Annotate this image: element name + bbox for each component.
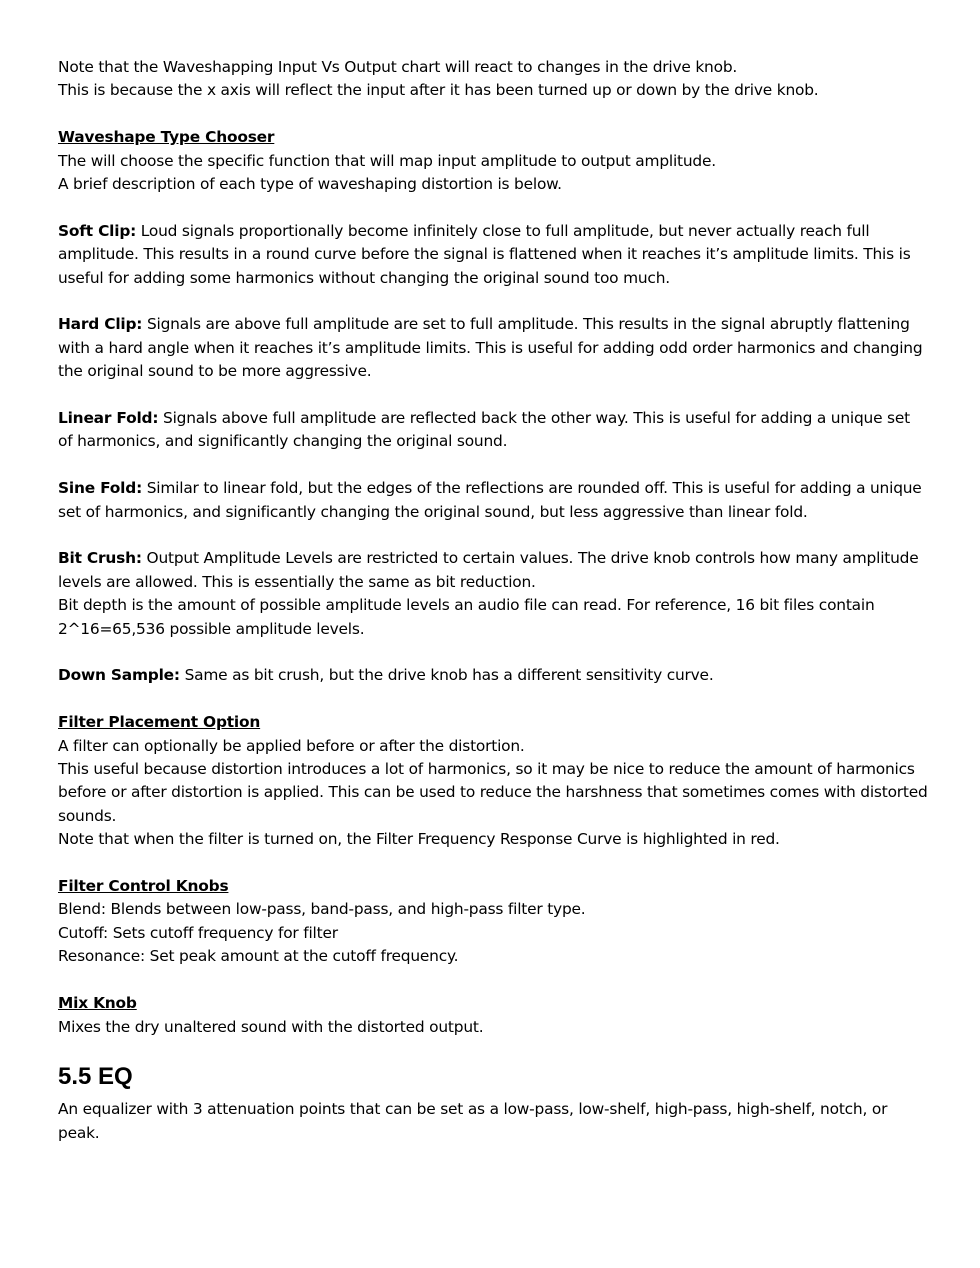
waveshape-chooser-line-2: A brief description of each type of waveshaping distortion is below. — [58, 175, 562, 194]
filter-placement-paragraph — [58, 711, 928, 851]
soft-clip-description: Loud signals proportionally become infinitely close to full amplitude, but never actually reach full amplitude. This results in a round curve before the signal is flattened when it reaches it’s amplitude limits. This is useful for adding some harmonics without changing the original sound too much. — [58, 221, 911, 287]
sine-fold-paragraph — [58, 477, 928, 524]
bit-crush-paragraph — [58, 547, 928, 641]
down-sample-description: Same as bit crush, but the drive knob has a different sensitivity curve. — [179, 666, 714, 685]
eq-section-description: An equalizer with 3 attenuation points that can be set as a low-pass, low-shelf, high-pass, high-shelf, notch, or peak. — [58, 1100, 888, 1142]
filter-knobs-resonance: Resonance: Set peak amount at the cutoff frequency. — [58, 947, 459, 966]
hard-clip-description: Signals are above full amplitude are set to full amplitude. This results in the signal abruptly flattening with a hard angle when it reaches it’s amplitude limits. This is useful for adding odd order harmonics and changing the original sound to be more aggressive. — [58, 315, 923, 381]
filter-placement-line-3: Note that when the filter is turned on, the Filter Frequency Response Curve is highlighted in red. — [58, 830, 780, 849]
filter-placement-line-1: A filter can optionally be applied before or after the distortion. — [58, 736, 525, 755]
intro-paragraph — [58, 56, 928, 103]
down-sample-paragraph — [58, 664, 928, 687]
waveshape-chooser-line-1: The will choose the specific function that will map input amplitude to output amplitude. — [58, 151, 716, 170]
filter-knobs-blend: Blend: Blends between low-pass, band-pass, and high-pass filter type. — [58, 900, 586, 919]
bit-crush-term: Bit Crush: — [58, 549, 142, 568]
mix-knob-paragraph — [58, 992, 928, 1039]
waveshape-chooser-heading: Waveshape Type Chooser — [58, 128, 275, 147]
sine-fold-term: Sine Fold: — [58, 479, 143, 498]
down-sample-term: Down Sample: — [58, 666, 180, 685]
filter-knobs-paragraph — [58, 875, 928, 969]
filter-placement-line-2: This useful because distortion introduces a lot of harmonics, so it may be nice to reduce the amount of harmonics before or after distortion is applied. This can be used to reduce the harshness that sometimes comes with distorted sounds. — [58, 760, 928, 825]
mix-knob-line-1: Mixes the dry unaltered sound with the distorted output. — [58, 1017, 484, 1036]
document-page — [58, 56, 928, 1169]
intro-line-1: Note that the Waveshapping Input Vs Output chart will react to changes in the drive knob. — [58, 58, 738, 76]
bit-depth-note: Bit depth is the amount of possible amplitude levels an audio file can read. For reference, 16 bit files contain 2^16=65,536 possible amplitude levels. — [58, 596, 875, 638]
filter-knobs-heading: Filter Control Knobs — [58, 877, 229, 896]
intro-line-2: This is because the x axis will reflect the input after it has been turned up or down by the drive knob. — [58, 81, 819, 100]
hard-clip-paragraph — [58, 313, 928, 383]
linear-fold-paragraph — [58, 407, 928, 454]
linear-fold-term: Linear Fold: — [58, 409, 159, 428]
filter-knobs-cutoff: Cutoff: Sets cutoff frequency for filter — [58, 923, 338, 942]
linear-fold-description: Signals above full amplitude are reflected back the other way. This is useful for adding a unique set of harmonics, and significantly changing the original sound. — [58, 409, 910, 451]
sine-fold-description: Similar to linear fold, but the edges of the reflections are rounded off. This is useful for adding a unique set of harmonics, and significantly changing the original sound, but less aggressive than linear fold. — [58, 479, 922, 521]
hard-clip-term: Hard Clip: — [58, 315, 143, 334]
eq-section-title: 5.5 EQ — [58, 1063, 133, 1091]
mix-knob-heading: Mix Knob — [58, 994, 137, 1013]
soft-clip-paragraph — [58, 220, 928, 290]
soft-clip-term: Soft Clip: — [58, 221, 137, 240]
waveshape-chooser-paragraph — [58, 126, 928, 196]
filter-placement-heading: Filter Placement Option — [58, 713, 261, 732]
bit-crush-main — [58, 547, 928, 594]
bit-crush-description: Output Amplitude Levels are restricted to certain values. The drive knob controls how many amplitude levels are allowed. This is essentially the same as bit reduction. — [58, 549, 919, 591]
